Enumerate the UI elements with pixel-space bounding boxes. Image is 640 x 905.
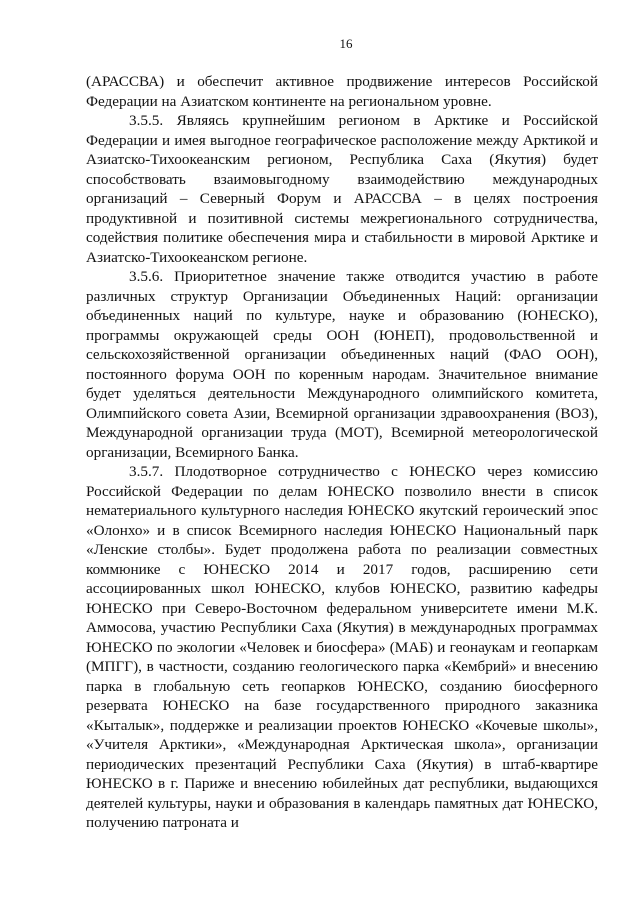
paragraph-3-5-5: 3.5.5. Являясь крупнейшим регионом в Арктике и Российской Федерации и имея выгодное географическое расположение между Арктикой и Азиатско-Тихоокеанским регионом, Республика Саха (Якутия) будет способствовать взаимовыгодному взаимодействию международных организаций – Северный Форум и АРАССВА – в целях построения продуктивной и позитивной системы межрегионального сотрудничества, содействия политике обеспечения мира и стабильности в мировой Арктике и Азиатско-Тихоокеанском регионе.	[86, 112, 598, 266]
paragraph-continuation: (АРАССВА) и обеспечит активное продвижение интересов Российской Федерации на Азиатском континенте на региональном уровне.	[86, 73, 598, 110]
page-number: 16	[339, 36, 353, 51]
document-body	[86, 72, 598, 833]
paragraph-3-5-7: 3.5.7. Плодотворное сотрудничество с ЮНЕСКО через комиссию Российской Федерации по делам ЮНЕСКО позволило внести в список нематериального культурного наследия ЮНЕСКО якутский героический эпос «Олонхо» и в список Всемирного наследия ЮНЕСКО Национальный парк «Ленские столбы». Будет продолжена работа по реализации совместных коммюнике с ЮНЕСКО 2014 и 2017 годов, расширению сети ассоциированных школ ЮНЕСКО, клубов ЮНЕСКО, развитию кафедры ЮНЕСКО при Северо-Восточном федеральном университете имени М.К. Аммосова, участию Республики Саха (Якутия) в международных программах ЮНЕСКО по экологии «Человек и биосфера» (МАБ) и геонаукам и геопаркам (МПГГ), в частности, созданию геологического парка «Кембрий» и внесению парка в глобальную сеть геопарков ЮНЕСКО, созданию биосферного резервата ЮНЕСКО на базе государственного природного заказника «Кыталык», поддержке и реализации проектов ЮНЕСКО «Кочевые школы», «Учителя Арктики», «Международная Арктическая школа», организации периодических презентаций Республики Саха (Якутия) в штаб-квартире ЮНЕСКО в г. Париже и внесению юбилейных дат республики, выдающихся деятелей культуры, науки и образования в календарь памятных дат ЮНЕСКО, получению патроната и	[86, 463, 598, 831]
paragraph-3-5-6: 3.5.6. Приоритетное значение также отводится участию в работе различных структур Организации Объединенных Наций: организации объединенных наций по культуре, науке и образованию (ЮНЕСКО), программы окружающей среды ООН (ЮНЕП), продовольственной и сельскохозяйственной организации объединенных наций (ФАО ООН), постоянного форума ООН по коренным народам. Значительное внимание будет уделяться деятельности Международного олимпийского комитета, Олимпийского совета Азии, Всемирной организации здравоохранения (ВОЗ), Международной организации труда (МОТ), Всемирной метеорологической организации, Всемирного Банка.	[86, 268, 598, 461]
